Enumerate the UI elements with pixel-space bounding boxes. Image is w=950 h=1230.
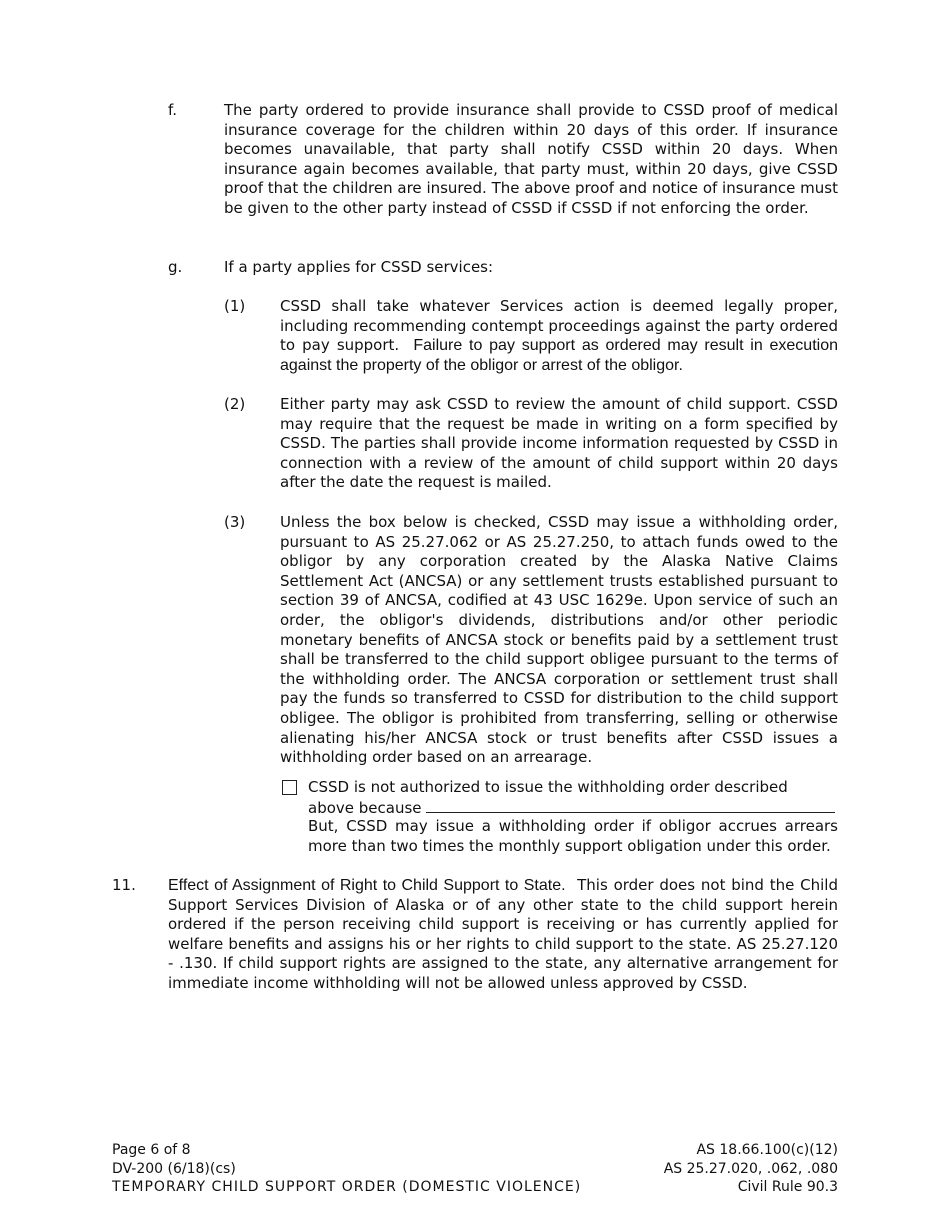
section-11-text: This order does not bind the Child Support Services Division of Alaska or of any other state to the child support herein ordered if the person receiving child support is receiving or has currently applied for welfare benefits and assigns his or her rights to child support to the state. AS 25.27.120 - .130. If child support rights are assigned to the state, any alternative arrangement for immediate income withholding will not be allowed unless approved by CSSD.	[168, 876, 838, 992]
item-3-label: (3)	[224, 513, 246, 531]
checkbox-text-line1: CSSD is not authorized to issue the withholding order described	[308, 778, 788, 796]
section-f-text: The party ordered to provide insurance shall provide to CSSD proof of medical insurance coverage for the children within 20 days of this order. If insurance becomes unavailable, that party shall notify CSSD within 20 days. When insurance again becomes available, that party must, within 20 days, give CSSD proof that the children are insured. The above proof and notice of insurance must be given to the other party instead of CSSD if CSSD if not enforcing the order.	[224, 101, 838, 217]
item-1-label: (1)	[224, 297, 246, 315]
section-11-heading: Effect of Assignment of Right to Child Support to State.	[168, 877, 566, 894]
withholding-exemption-checkbox[interactable]	[282, 780, 297, 795]
section-11-body	[168, 876, 838, 994]
checkbox-line2-prefix: above because	[308, 799, 422, 817]
footer-statute-2: AS 25.27.020, .062, .080	[663, 1160, 838, 1177]
section-f-label: f.	[168, 101, 177, 119]
footer-form-id: DV-200 (6/18)(cs)	[112, 1160, 236, 1177]
item-2-text: Either party may ask CSSD to review the amount of child support. CSSD may require that the request be made in writing on a form specified by CSSD. The parties shall provide income information requested by CSSD in connection with a review of the amount of child support within 20 days after the date the request is mailed.	[280, 395, 838, 492]
reason-blank-field[interactable]	[426, 798, 835, 813]
footer-left	[112, 1141, 581, 1197]
section-g-label: g.	[168, 258, 183, 276]
section-11-label: 11.	[112, 876, 136, 894]
item-2-label: (2)	[224, 395, 246, 413]
item-3-text: Unless the box below is checked, CSSD may issue a withholding order, pursuant to AS 25.27.062 or AS 25.27.250, to attach funds owed to the obligor by any corporation created by the Alaska Native Claims Settlement Act (ANCSA) or any settlement trusts established pursuant to section 39 of ANCSA, codified at 43 USC 1629e. Upon service of such an order, the obligor's dividends, distributions and/or other periodic monetary benefits of ANCSA stock or benefits paid by a settlement trust shall be transferred to the child support obligee pursuant to the terms of the withholding order. The ANCSA corporation or settlement trust shall pay the funds so transferred to CSSD for distribution to the child support obligee. The obligor is prohibited from transferring, selling or otherwise alienating his/her ANCSA stock or trust benefits after CSSD issues a withholding order based on an arrearage.	[280, 513, 838, 767]
checkbox-followup: But, CSSD may issue a withholding order if obligor accrues arrears more than two times the monthly support obligation under this order.	[308, 817, 838, 855]
section-g-intro: If a party applies for CSSD services:	[224, 258, 494, 276]
footer-statute-1: AS 18.66.100(c)(12)	[696, 1142, 838, 1158]
item-1-emphasis: Failure to pay support as ordered may result in execution against the property of the obligor or arrest of the obligor.	[280, 337, 839, 374]
footer-page: Page 6 of 8	[112, 1142, 191, 1158]
footer-right	[538, 1141, 838, 1197]
footer-form-title: TEMPORARY CHILD SUPPORT ORDER (DOMESTIC VIOLENCE)	[112, 1179, 582, 1195]
footer-rule: Civil Rule 90.3	[737, 1179, 838, 1195]
item-1-body	[280, 297, 838, 375]
checkbox-text-line2	[308, 798, 838, 819]
item-1-text: CSSD shall take whatever Services action is deemed legally proper, including recommending contempt proceedings against the party ordered to pay support.	[280, 297, 838, 355]
